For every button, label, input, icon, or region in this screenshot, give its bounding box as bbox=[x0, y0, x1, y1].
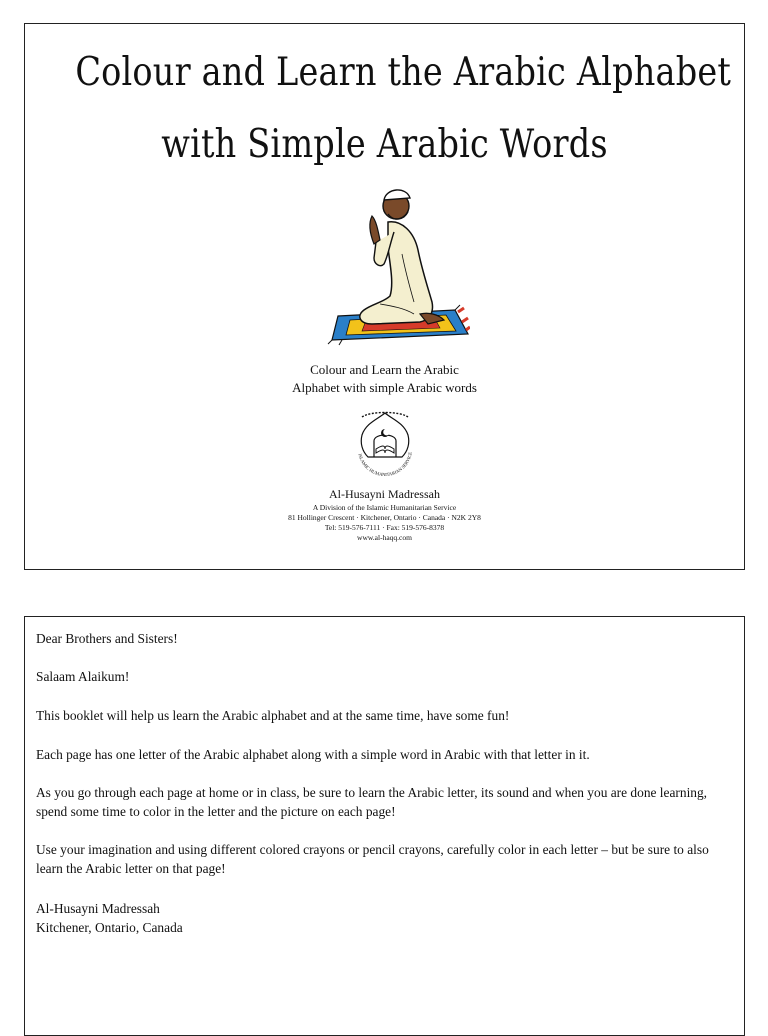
letter-greeting: Dear Brothers and Sisters! bbox=[36, 631, 178, 646]
cover-subtitle-line-2: Alphabet with simple Arabic words bbox=[292, 380, 477, 395]
organization-division: A Division of the Islamic Humanitarian Service bbox=[312, 503, 457, 512]
organization-address: 81 Hollinger Crescent · Kitchener, Ontario · Canada · N2K 2Y8 bbox=[288, 513, 481, 522]
intro-letter-page bbox=[24, 616, 745, 1036]
praying-boy-illustration bbox=[310, 184, 470, 349]
organization-name: Al-Husayni Madressah bbox=[329, 487, 440, 501]
letter-salaam: Salaam Alaikum! bbox=[36, 669, 130, 684]
letter-paragraph-2: Each page has one letter of the Arabic alphabet along with a simple word in Arabic with that letter in it. bbox=[36, 747, 590, 762]
letter-paragraph-4: Use your imagination and using different colored crayons or pencil crayons, carefully color in each letter – but be sure to also learn the Arabic letter on that page! bbox=[36, 842, 709, 876]
organization-website-link[interactable]: www.al-haqq.com bbox=[357, 533, 412, 542]
cover-subtitle-line-1: Colour and Learn the Arabic bbox=[310, 362, 459, 377]
letter-signature-name: Al-Husayni Madressah bbox=[36, 901, 160, 916]
letter-paragraph-3: As you go through each page at home or in class, be sure to learn the Arabic letter, its sound and when you are done learning, spend some time to color in the letter and the picture on each page! bbox=[36, 785, 708, 819]
cover-page bbox=[24, 23, 745, 570]
letter-signature-place: Kitchener, Ontario, Canada bbox=[36, 920, 183, 935]
organization-phone: Tel: 519-576-7111 · Fax: 519-576-8378 bbox=[324, 523, 445, 532]
cover-title-line-1: Colour and Learn the Arabic Alphabet bbox=[75, 50, 732, 95]
islamic-humanitarian-service-logo bbox=[348, 409, 422, 481]
letter-paragraph-1: This booklet will help us learn the Arabic alphabet and at the same time, have some fun! bbox=[36, 708, 510, 723]
logo-ring-text: ISLAMIC HUMANITARIAN SERVICE bbox=[357, 451, 413, 478]
cover-title-line-2: with Simple Arabic Words bbox=[161, 122, 608, 167]
